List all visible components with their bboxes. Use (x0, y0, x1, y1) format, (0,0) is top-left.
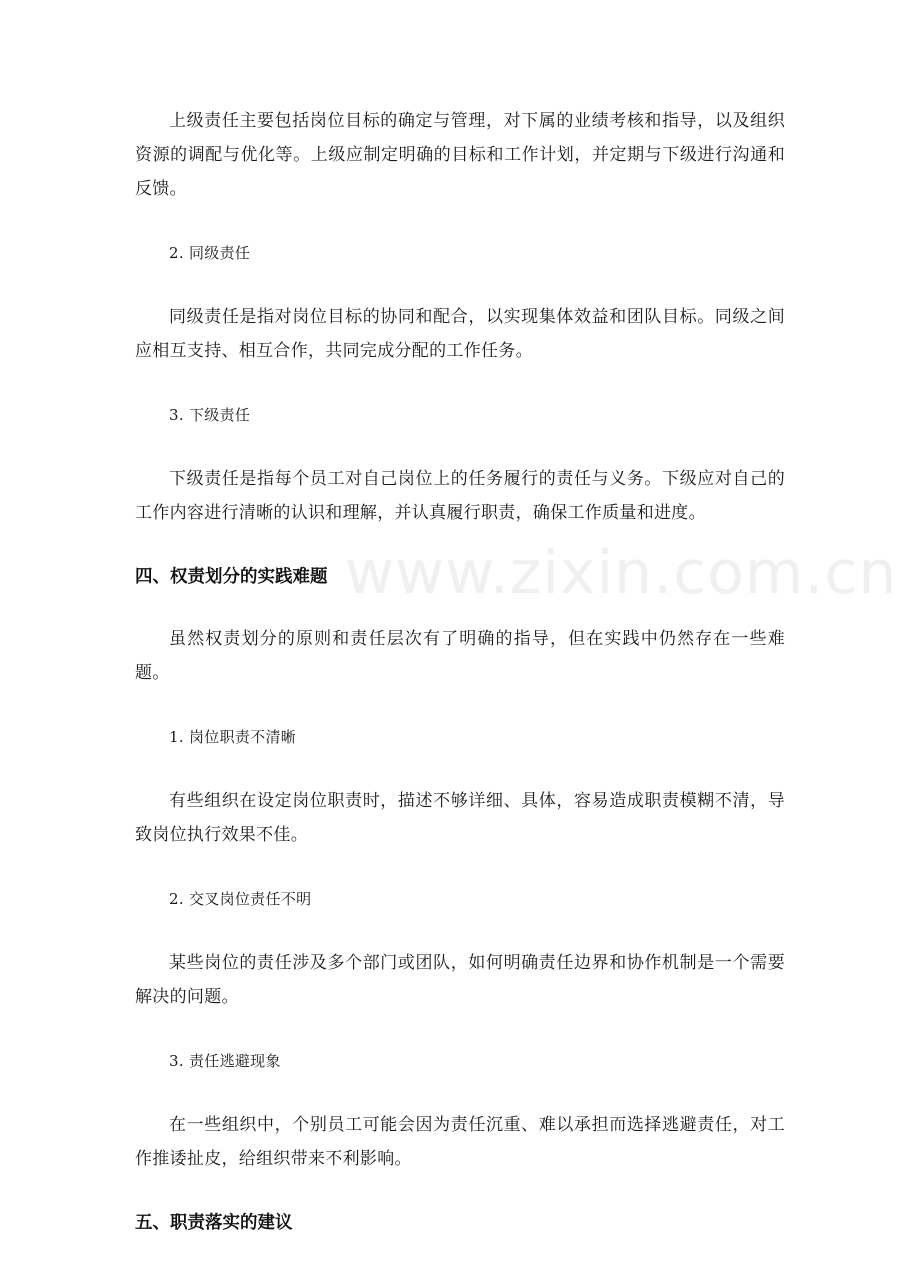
paragraph-unclear-duties: 有些组织在设定岗位职责时，描述不够详细、具体，容易造成职责模糊不清，导致岗位执行效果不佳。 (135, 791, 785, 845)
paragraph-avoidance: 在一些组织中，个别员工可能会因为责任沉重、难以承担而选择逃避责任，对工作推诿扯皮，给组织带来不利影响。 (135, 1115, 785, 1169)
list-item-peer-responsibility: 2. 同级责任 (169, 244, 251, 262)
paragraph-difficulties-intro: 虽然权责划分的原则和责任层次有了明确的指导，但在实践中仍然存在一些难题。 (135, 629, 785, 683)
watermark: www.zixin.com.cn (345, 538, 898, 608)
paragraph-superior-responsibility: 上级责任主要包括岗位目标的确定与管理，对下属的业绩考核和指导，以及组织资源的调配与优化等。上级应制定明确的目标和工作计划，并定期与下级进行沟通和反馈。 (135, 111, 785, 199)
section-heading-implementation-suggestions: 五、职责落实的建议 (135, 1213, 293, 1233)
paragraph-peer-responsibility: 同级责任是指对岗位目标的协同和配合，以实现集体效益和团队目标。同级之间应相互支持、相互合作，共同完成分配的工作任务。 (135, 307, 785, 361)
document-body (135, 104, 785, 1268)
section-heading-practice-difficulties: 四、权责划分的实践难题 (135, 567, 328, 587)
list-item-subordinate-responsibility: 3. 下级责任 (169, 406, 251, 424)
paragraph-cross-position: 某些岗位的责任涉及多个部门或团队，如何明确责任边界和协作机制是一个需要解决的问题。 (135, 953, 785, 1007)
list-item-avoidance: 3. 责任逃避现象 (169, 1052, 281, 1070)
list-item-cross-position: 2. 交叉岗位责任不明 (169, 890, 312, 908)
list-item-unclear-duties: 1. 岗位职责不清晰 (169, 728, 297, 746)
paragraph-subordinate-responsibility: 下级责任是指每个员工对自己岗位上的任务履行的责任与义务。下级应对自己的工作内容进行清晰的认识和理解，并认真履行职责，确保工作质量和进度。 (135, 469, 785, 523)
